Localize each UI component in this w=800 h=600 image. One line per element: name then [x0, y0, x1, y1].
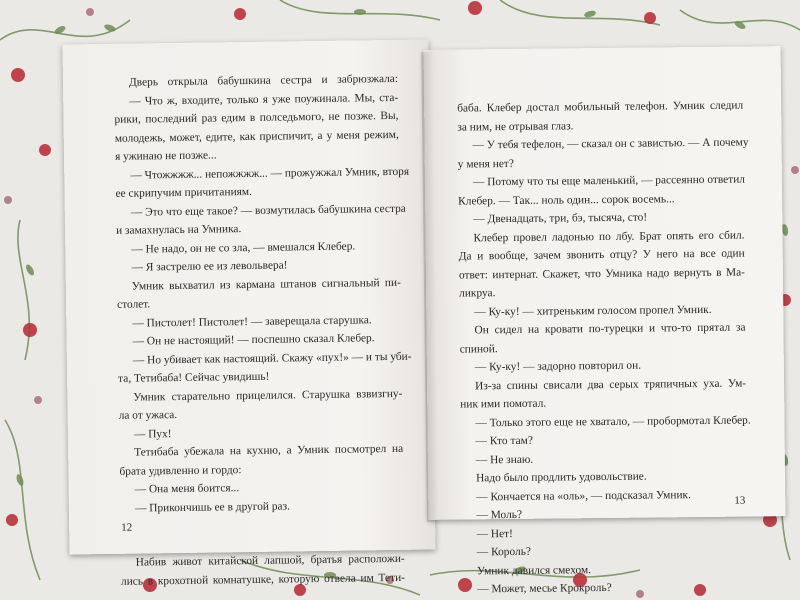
text-line: — Может, месье Крокроль?	[477, 581, 612, 596]
text-line: Набив живот китайской лапшой, братья расположи-	[135, 552, 405, 569]
text-line: — Чтожжжж... непожжжж... — прожужжал Умник, вторя	[130, 165, 410, 182]
text-line: Клебер провел ладонью по лбу. Брат опять его сбил.	[473, 229, 745, 244]
text-line: за ним, не отрывая глаз.	[457, 119, 574, 134]
text-line: Умник выхватил из кармана штанов сигнальный пи-	[131, 276, 401, 293]
text-line: брата удивленно и гордо:	[119, 463, 242, 478]
text-line: Дверь открыла бабушкина сестра и забрюзжала:	[128, 72, 399, 89]
text-line: — Ку-ку! — хитреньким голосом пропел Умник.	[474, 303, 712, 318]
text-line: Тетибаба убежала на кухню, а Умник посмотрел на	[134, 442, 404, 459]
left-page-text	[114, 70, 412, 591]
page-number: 13	[734, 494, 746, 507]
text-line: ник ими помотал.	[460, 397, 547, 411]
text-line: ответ: интернат. Скажет, что Умника надо вернуть в Ма-	[458, 266, 745, 282]
text-line: столет.	[117, 298, 151, 311]
text-line: — Король?	[476, 545, 532, 559]
text-line: и замахнулась на Умника.	[115, 223, 242, 237]
text-line: — Только этого еще не хватало, — пробормотал Клебер.	[475, 413, 751, 429]
right-page	[424, 46, 786, 596]
text-line: — Потому что ты еще маленький, — рассеянно ответил	[472, 173, 746, 189]
text-line: — Моль?	[476, 508, 523, 522]
text-line: баба. Клебер достал мобильный телефон. Умник следил	[457, 99, 744, 115]
text-line: — Это что еще такое? — возмутилась бабушкина сестра	[130, 202, 406, 219]
text-line: — У тебя тефелон, — сказал он с завистью. — А почему	[472, 136, 749, 152]
text-line: Клебер. — Так... ноль один... сорок восемь...	[458, 192, 675, 208]
text-line: Из-за спины свисали два серых тряпичных уха. Ум-	[475, 377, 747, 392]
text-line: — Пух!	[133, 427, 172, 441]
text-line: — Но убивает как настоящий. Скажу «пух!» — и ты уби-	[132, 350, 412, 367]
text-line: — Нет!	[476, 527, 513, 540]
text-line: — Она меня боится...	[134, 482, 240, 496]
text-line: ее скрипучим причитаниям.	[115, 185, 253, 200]
text-line: я ужинаю не позже...	[114, 149, 217, 163]
text-line: рики, последний раз едим в полседьмого, не позже. Вы,	[114, 109, 399, 126]
text-line: — Кто там?	[475, 434, 533, 448]
page-number: 12	[121, 521, 133, 534]
text-line: ликруа.	[459, 287, 496, 300]
text-line: Да и вообще, зачем звонить отцу? У него на все один	[458, 247, 745, 263]
text-line: у меня нет?	[457, 157, 514, 171]
text-line: — Он не настоящий! — поспешно сказал Клебер.	[132, 332, 375, 348]
text-line: Он сидел на кровати по-турецки и что-то прятал за	[474, 321, 746, 337]
text-line: Умник старательно прицелился. Старушка взвизгну-	[133, 387, 403, 404]
text-line: лись в крохотной комнатушке, которую отвела им Тети-	[120, 571, 406, 588]
text-line: — Пистолет! Пистолет! — заверещала старушка.	[132, 313, 372, 330]
text-line: — Не надо, он не со зла, — вмешался Клебер.	[131, 240, 356, 256]
text-line: — Ку-ку! — задорно повторил он.	[474, 359, 642, 374]
text-line: ла от ужаса.	[118, 409, 178, 422]
text-line: Умник давился смехом.	[476, 563, 592, 577]
text-line: молодежь, может, едите, как приспичит, а у меня режим,	[114, 128, 399, 145]
text-line: — Я застрелю ее из левольвера!	[131, 259, 288, 274]
text-line: та, Тетибаба! Сейчас увидишь!	[118, 370, 270, 385]
text-line: Надо было продлить удовольствие.	[475, 470, 647, 485]
text-line: — Прикончишь ее в другой раз.	[134, 499, 291, 515]
text-line: спиной.	[459, 342, 498, 356]
text-line: — Двенадцать, три, бэ, тысяча, сто!	[473, 211, 648, 226]
text-line: — Кончается на «оль», — подсказал Умник.	[476, 488, 691, 503]
left-page	[62, 39, 435, 588]
text-line: — Не знаю.	[475, 453, 534, 466]
text-line: — Что ж, входите, только я уже поужинала. Мы, ста-	[129, 91, 399, 108]
right-page-text	[457, 97, 751, 599]
